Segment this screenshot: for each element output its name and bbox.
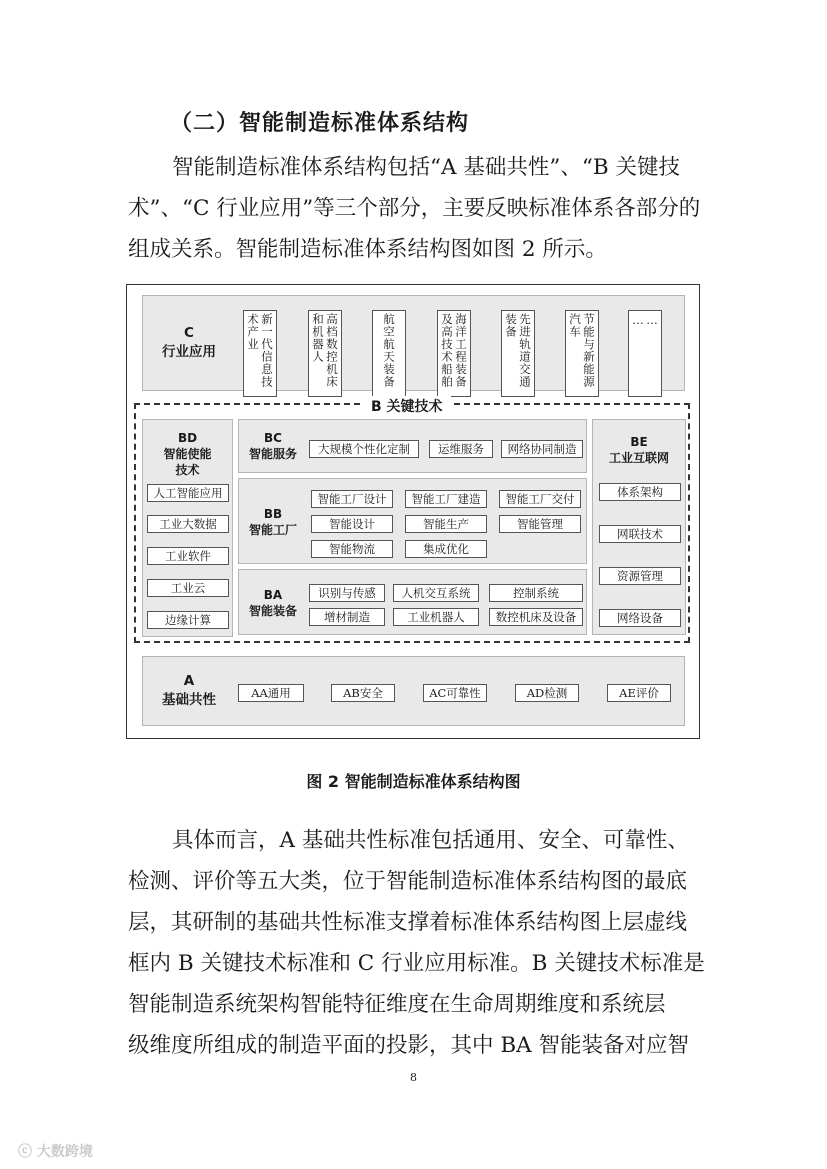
ba-item: 识别与传感 bbox=[309, 584, 385, 602]
be-item: 体系架构 bbox=[599, 483, 681, 501]
a-item: AB安全 bbox=[331, 684, 395, 702]
watermark-text: 大数跨境 bbox=[36, 1144, 93, 1160]
c-item: 新一代信息技 术产业 bbox=[243, 310, 277, 397]
figure-caption: 图 2 智能制造标准体系结构图 bbox=[306, 772, 521, 791]
bb-item: 智能设计 bbox=[311, 515, 393, 533]
a-name: 基础共性 bbox=[162, 692, 216, 708]
c-item: 航空航天装备 bbox=[372, 310, 406, 397]
section-heading: （二）智能制造标准体系结构 bbox=[170, 111, 470, 136]
bd-item: 边缘计算 bbox=[147, 611, 229, 629]
ba-equipment-box bbox=[238, 569, 587, 635]
be-internet-box bbox=[592, 419, 686, 635]
c-item: 海洋工程装备 及高技术船舶 bbox=[437, 310, 471, 397]
bb-item: 智能管理 bbox=[499, 515, 581, 533]
body-paragraph bbox=[128, 820, 705, 1066]
ba-item: 控制系统 bbox=[489, 584, 583, 602]
c-item-more: … … bbox=[628, 310, 662, 397]
bb-item: 智能工厂建造 bbox=[405, 490, 487, 508]
bd-enabling-box bbox=[142, 419, 233, 637]
text-line: 检测、评价等五大类，位于智能制造标准体系结构图的最底 bbox=[128, 869, 688, 894]
a-foundation-band bbox=[142, 656, 685, 726]
be-code: BE bbox=[630, 435, 648, 449]
c-industry-band bbox=[142, 295, 685, 391]
a-item: AC可靠性 bbox=[423, 684, 487, 702]
bb-item: 智能工厂交付 bbox=[499, 490, 581, 508]
structure-diagram bbox=[126, 284, 700, 739]
ba-item: 数控机床及设备 bbox=[489, 608, 583, 626]
a-item: AA通用 bbox=[238, 684, 304, 702]
page-number: 8 bbox=[410, 1071, 417, 1084]
b-key-tech-label: B 关键技术 bbox=[363, 396, 451, 416]
a-item: AE评价 bbox=[607, 684, 671, 702]
bc-item: 大规模个性化定制 bbox=[309, 440, 419, 458]
bd-name: 技术 bbox=[175, 463, 200, 477]
ba-item: 工业机器人 bbox=[393, 608, 479, 626]
text-line: 级维度所组成的制造平面的投影，其中 BA 智能装备对应智 bbox=[128, 1033, 689, 1058]
bc-name: 智能服务 bbox=[248, 447, 297, 461]
be-item: 网联技术 bbox=[599, 525, 681, 543]
bb-name: 智能工厂 bbox=[248, 523, 297, 537]
text-line: 智能制造系统架构智能特征维度在生命周期维度和系统层 bbox=[128, 992, 666, 1017]
bc-item: 网络协同制造 bbox=[501, 440, 583, 458]
bd-code: BD bbox=[177, 431, 198, 445]
text-line: 组成关系。智能制造标准体系结构图如图 2 所示。 bbox=[128, 237, 607, 262]
text-line: 智能制造标准体系结构包括“A 基础共性”、“B 关键技 bbox=[172, 155, 680, 180]
text-line: 具体而言，A 基础共性标准包括通用、安全、可靠性、 bbox=[172, 828, 689, 853]
c-name: 行业应用 bbox=[162, 344, 216, 360]
c-item: 先进轨道交通 装备 bbox=[501, 310, 535, 397]
bc-item: 运维服务 bbox=[429, 440, 493, 458]
intro-paragraph bbox=[128, 147, 700, 270]
bb-item: 智能物流 bbox=[311, 540, 393, 558]
bd-item: 工业软件 bbox=[147, 547, 229, 565]
be-item: 资源管理 bbox=[599, 567, 681, 585]
ba-name: 智能装备 bbox=[248, 604, 297, 618]
c-item: 高档数控机床 和机器人 bbox=[308, 310, 342, 397]
bc-code: BC bbox=[264, 431, 282, 445]
bb-item: 智能生产 bbox=[405, 515, 487, 533]
text-line: 层，其研制的基础共性标准支撑着标准体系结构图上层虚线 bbox=[128, 910, 688, 935]
text-line: 框内 B 关键技术标准和 C 行业应用标准。B 关键技术标准是 bbox=[128, 951, 705, 976]
watermark-icon: ⓒ bbox=[18, 1144, 37, 1160]
bb-code: BB bbox=[263, 507, 283, 521]
be-item: 网络设备 bbox=[599, 609, 681, 627]
bc-service-box bbox=[238, 419, 587, 473]
bd-item: 工业大数据 bbox=[147, 515, 229, 533]
be-name: 工业互联网 bbox=[608, 451, 669, 465]
bb-factory-box bbox=[238, 478, 587, 564]
a-code: A bbox=[183, 673, 195, 689]
a-item: AD检测 bbox=[515, 684, 579, 702]
bd-name: 智能使能 bbox=[163, 447, 212, 461]
bd-item: 人工智能应用 bbox=[147, 484, 229, 502]
bb-item: 智能工厂设计 bbox=[311, 490, 393, 508]
ba-item: 增材制造 bbox=[309, 608, 385, 626]
watermark-logo bbox=[18, 1141, 93, 1161]
bd-item: 工业云 bbox=[147, 579, 229, 597]
ba-item: 人机交互系统 bbox=[393, 584, 479, 602]
text-line: 术”、“C 行业应用”等三个部分，主要反映标准体系各部分的 bbox=[128, 196, 701, 221]
bb-item: 集成优化 bbox=[405, 540, 487, 558]
c-code: C bbox=[184, 325, 194, 341]
ba-code: BA bbox=[263, 588, 283, 602]
c-item: 节能与新能源 汽车 bbox=[565, 310, 599, 397]
